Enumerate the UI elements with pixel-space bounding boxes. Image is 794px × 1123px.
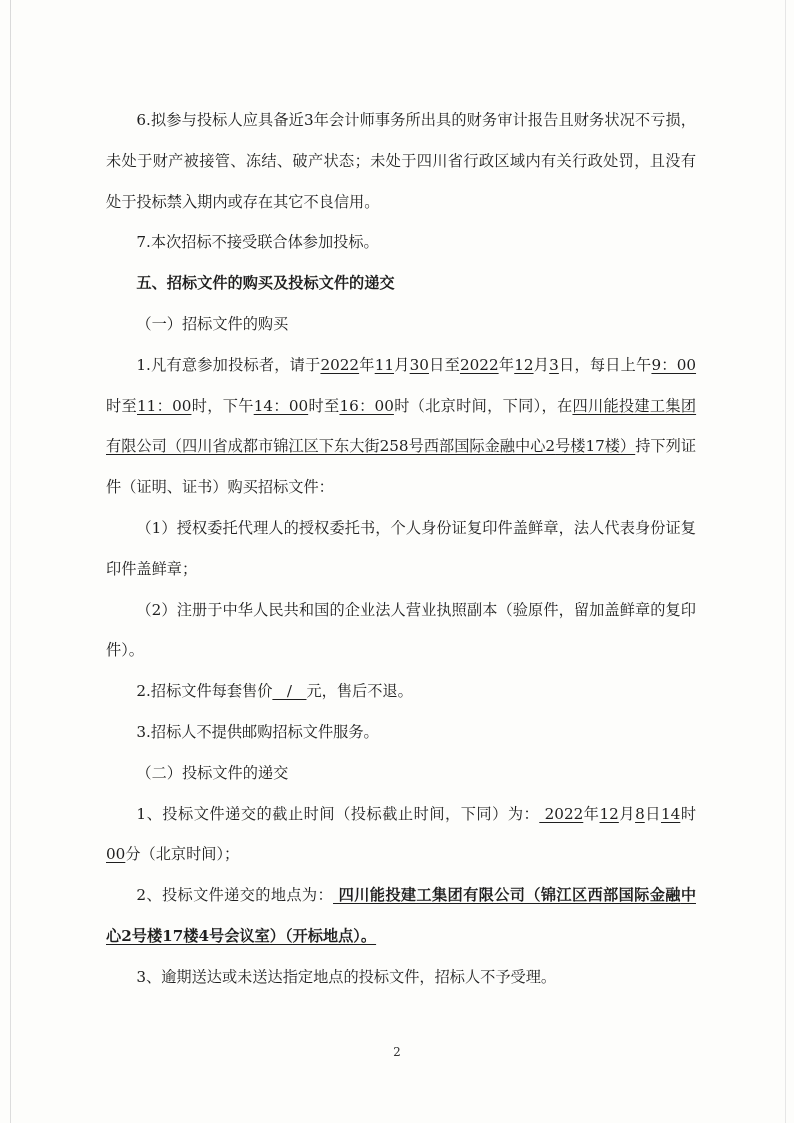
purchase-location: 四川能投建工集团有限公司（四川省成都市锦江区下东大街258号西部国际金融中心2号楼17楼） [106, 396, 697, 456]
page-number: 2 [393, 1045, 401, 1059]
paragraph-location: 2、投标文件递交的地点为： 四川能投建工集团有限公司（锦江区西部国际金融中心2号楼17楼4号会议室）（开标地点）。 [106, 886, 696, 945]
subsection-heading-submission: （二）投标文件的递交 [136, 763, 289, 782]
submission-location: 四川能投建工集团有限公司（锦江区西部国际金融中心2号楼17楼4号会议室）（开标地点）。 [106, 886, 696, 945]
document-body [106, 100, 696, 998]
paragraph-late: 3、逾期送达或未送达指定地点的投标文件，招标人不予受理。 [136, 967, 557, 986]
paragraph-qualification-6 [106, 100, 696, 222]
deadline-month: 12 [599, 804, 619, 823]
section-heading-5: 五、招标文件的购买及投标文件的递交 [136, 274, 395, 293]
paragraph-deadline: 1、投标文件递交的截止时间（投标截止时间，下同）为： 2022年12月8日14时00分（北京时间）； [106, 804, 697, 864]
subsection-heading-purchase: （一）招标文件的购买 [136, 314, 289, 333]
scan-edge-right [785, 0, 786, 1123]
paragraph-purchase-time: 1.凡有意参加投标者，请于2022年11月30日至2022年12月3日，每日上午9：00时至11：00时，下午14：00时至16：00时（北京时间，下同），在四川能投建工集团有限公司（四川省成都市锦江区下东大街258号西部国际金融中心2号楼17楼）持下列证件（证明、证书）购买招标文件： [106, 355, 697, 497]
paragraph-document-1: （1）授权委托代理人的授权委托书，个人身份证复印件盖鲜章，法人代表身份证复印件盖鲜章； [106, 518, 696, 578]
end-day: 3 [549, 355, 559, 374]
price-value: / [272, 682, 307, 701]
pm-start-time: 14：00 [253, 396, 309, 415]
end-month: 12 [514, 355, 534, 374]
end-year: 2022 [459, 355, 499, 374]
start-day: 30 [409, 355, 429, 374]
text-line: 6.拟参与投标人应具备近3年会计师事务所出具的财务审计报告且财务状况不亏 [136, 111, 666, 129]
deadline-minute: 00 [106, 845, 126, 864]
text-line: 且没有处于投标禁入期内或存在其它不良信用。 [106, 151, 697, 211]
paragraph-qualification-7: 7.本次招标不接受联合体参加投标。 [136, 233, 379, 252]
paragraph-no-mail: 3.招标人不提供邮购招标文件服务。 [136, 722, 379, 741]
pm-end-time: 16：00 [339, 396, 394, 415]
deadline-hour: 14 [660, 804, 681, 823]
paragraph-price: 2.招标文件每套售价 / 元，售后不退。 [136, 682, 413, 701]
am-end-time: 11：00 [136, 396, 192, 415]
start-year: 2022 [320, 355, 360, 374]
deadline-year: 2022 [539, 804, 584, 823]
scan-edge-left [10, 0, 11, 1123]
paragraph-document-2: （2）注册于中华人民共和国的企业法人营业执照副本（验原件，留加盖鲜章的复印件）。 [106, 600, 696, 660]
start-month: 11 [374, 355, 395, 374]
am-start-time: 9：00 [651, 355, 697, 374]
deadline-day: 8 [635, 804, 645, 823]
text-line: 损，未处于财产被接管、冻结、破产状态；未处于四川省行政区域内有关行政处罚， [106, 111, 696, 170]
